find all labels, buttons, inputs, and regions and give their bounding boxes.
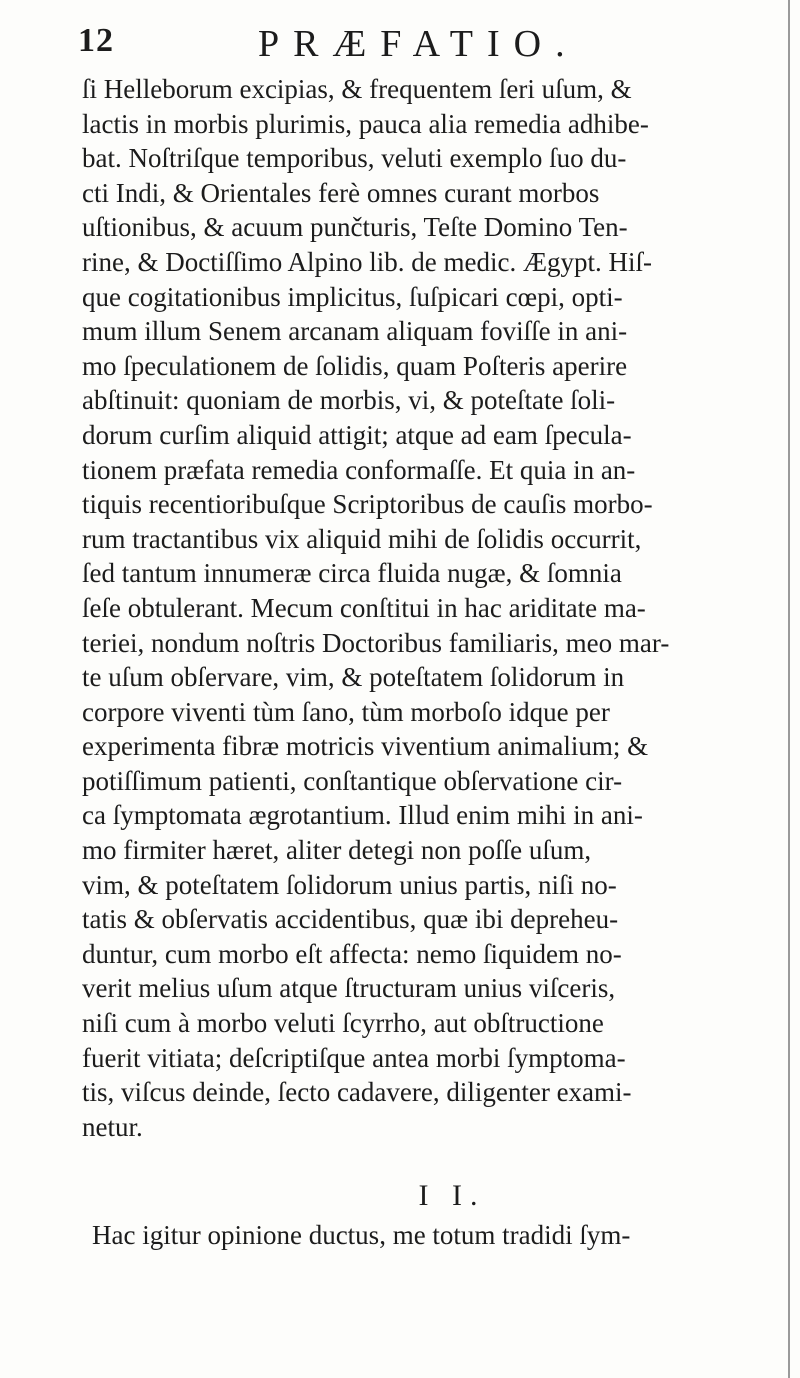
text-line: rine, & Doctiſſimo Alpino lib. de medic. Ægypt. Hiſ-: [82, 246, 652, 277]
text-line: mo ſpeculationem de ſolidis, quam Poſteris aperire: [82, 350, 628, 381]
running-title: PRÆFATIO.: [258, 23, 579, 65]
text-line: vim, & poteſtatem ſolidorum unius partis, niſi no-: [82, 869, 617, 900]
text-line: bat. Noſtriſque temporibus, veluti exemplo ſuo du-: [82, 143, 627, 174]
text-line: te uſum obſervare, vim, & poteſtatem ſolidorum in: [82, 662, 625, 693]
text-line: uſtionibus, & acuum punčturis, Teſte Domino Ten-: [82, 212, 628, 243]
paragraph-2-first-line: Hac igitur opinione ductus, me totum tradidi ſym-: [92, 1220, 631, 1251]
text-line: tatis & obſervatis accidentibus, quæ ibi depreheu-: [82, 904, 619, 935]
section-gap: [82, 1144, 762, 1174]
text-line: netur.: [82, 1111, 143, 1142]
text-line: que cogitationibus implicitus, ſuſpicari cœpi, opti-: [82, 281, 623, 312]
text-line: ſeſe obtulerant. Mecum conſtitui in hac ariditate ma-: [82, 592, 646, 623]
text-line: dorum curſim aliquid attigit; atque ad eam ſpecula-: [82, 419, 632, 450]
text-line: niſi cum à morbo veluti ſcyrrho, aut obſtructione: [82, 1008, 604, 1039]
text-line: experimenta fibræ motricis viventium animalium; &: [82, 731, 649, 762]
text-line: cti Indi, & Orientales ferè omnes curant morbos: [82, 177, 600, 208]
text-line: tiquis recentioribuſque Scriptoribus de cauſis morbo-: [82, 489, 653, 520]
body-text: [82, 72, 762, 1253]
text-line: potiſſimum patienti, conſtantique obſervatione cir-: [82, 765, 623, 796]
text-line: fuerit vitiata; deſcriptiſque antea morbi ſymptoma-: [82, 1042, 626, 1073]
section-number: I I.: [418, 1179, 486, 1213]
text-line: lactis in morbis plurimis, pauca alia remedia adhibe-: [82, 108, 649, 139]
text-line: teriei, nondum noſtris Doctoribus familiaris, meo mar-: [82, 627, 670, 658]
text-line: verit melius uſum atque ſtructuram unius viſceris,: [82, 973, 616, 1004]
text-line: abſtinuit: quoniam de morbis, vi, & poteſtate ſoli-: [82, 385, 616, 416]
page-edge-shadow: [788, 0, 790, 1378]
text-line: mo firmiter hæret, aliter detegi non poſſe uſum,: [82, 835, 592, 866]
text-line: duntur, cum morbo eſt affecta: nemo ſiquidem no-: [82, 938, 622, 969]
text-line: rum tractantibus vix aliquid mihi de ſolidis occurrit,: [82, 523, 642, 554]
text-line: tionem præfata remedia conformaſſe. Et quia in an-: [82, 454, 636, 485]
page-header: [78, 22, 728, 70]
page-number: 12: [78, 22, 114, 59]
text-line: ſed tantum innumeræ circa fluida nugæ, & ſomnia: [82, 558, 622, 589]
text-line: ſi Helleborum excipias, & frequentem ſeri uſum, &: [82, 74, 632, 104]
text-line: ca ſymptomata ægrotantium. Illud enim mihi in ani-: [82, 800, 643, 831]
text-line: corpore viventi tùm ſano, tùm morboſo idque per: [82, 696, 610, 727]
paragraph-1: [82, 72, 762, 1144]
text-line: mum illum Senem arcanam aliquam foviſſe in ani-: [82, 316, 628, 347]
text-line: tis, viſcus deinde, ſecto cadavere, diligenter exami-: [82, 1077, 632, 1108]
